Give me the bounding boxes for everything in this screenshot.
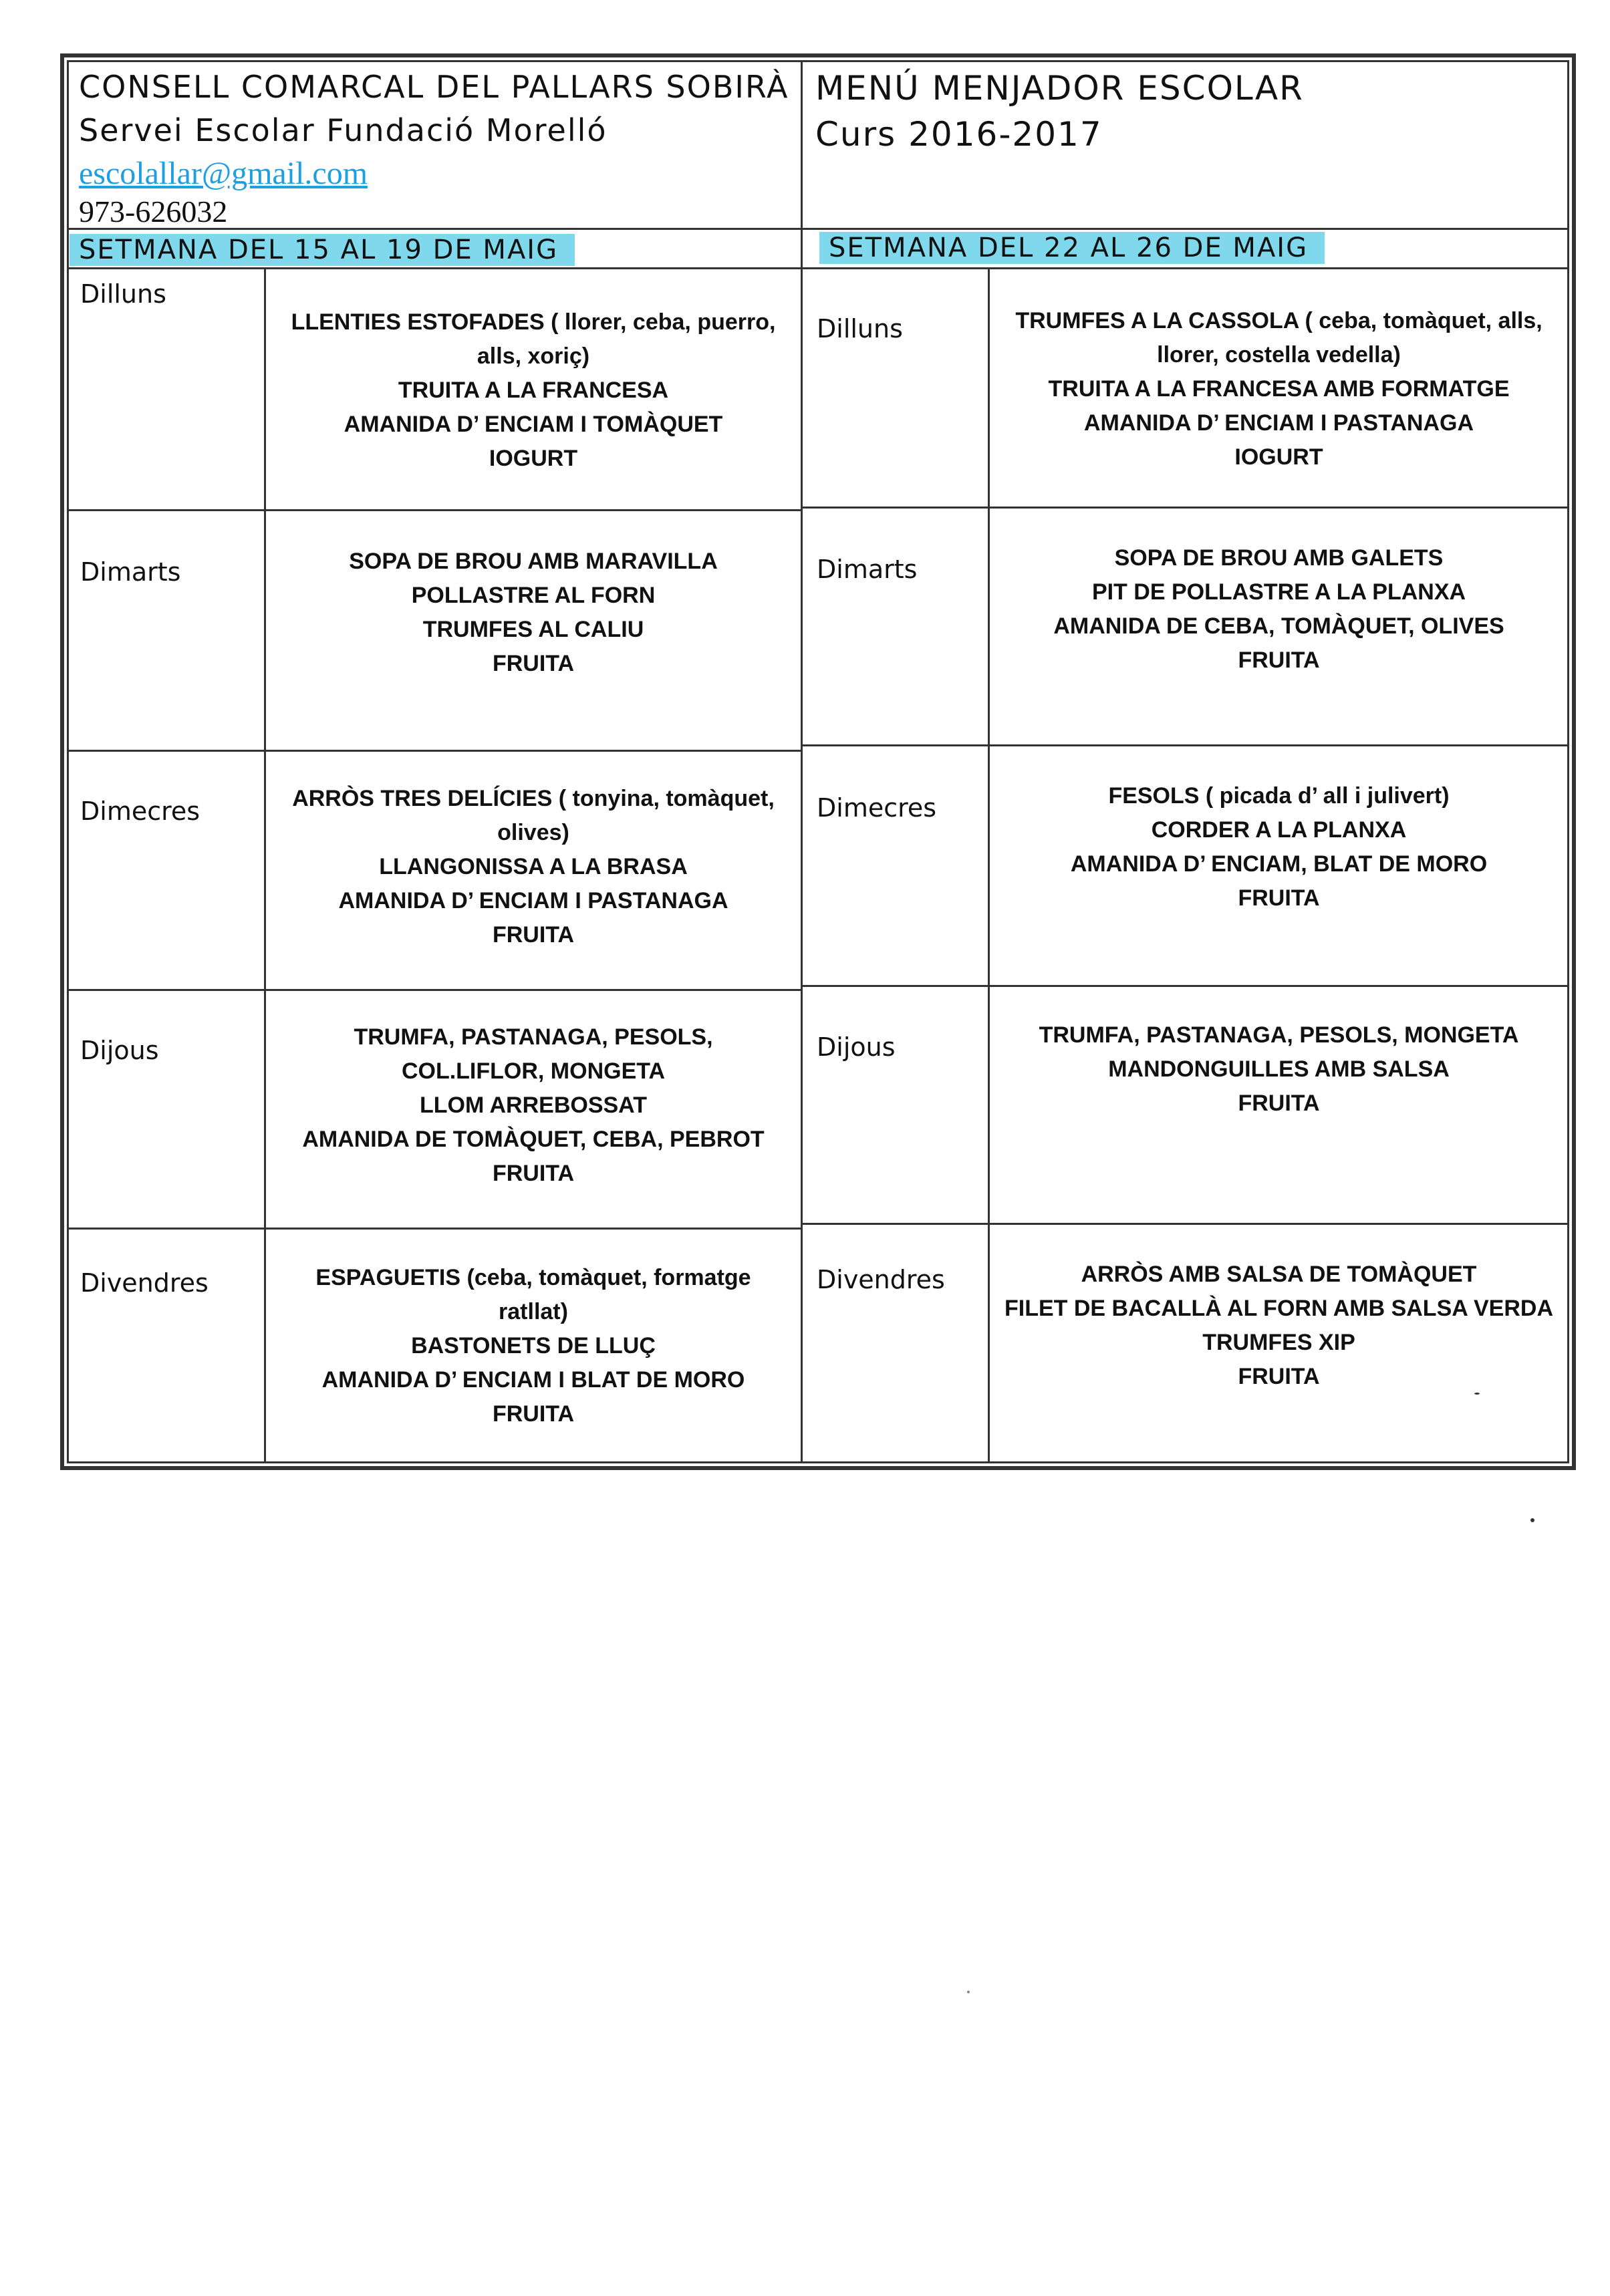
- week2-menu-dimarts: [990, 541, 1568, 678]
- menu-line: FILET DE BACALLÀ AL FORN AMB SALSA VERDA: [1004, 1296, 1553, 1321]
- menu-line: AMANIDA DE CEBA, TOMÀQUET, OLIVES: [1053, 613, 1504, 639]
- week1-label: SETMANA DEL 15 AL 19 DE MAIG: [70, 234, 575, 266]
- menu-line: LLOM ARREBOSSAT: [420, 1093, 647, 1118]
- menu-line: FRUITA: [1238, 1091, 1320, 1116]
- week1-day-label: Dilluns: [80, 279, 166, 309]
- menu-line: olives): [497, 820, 569, 845]
- menu-line: TRUMFES XIP: [1202, 1330, 1355, 1355]
- scan-speck: [1474, 1393, 1480, 1395]
- header-divider: [68, 228, 1568, 230]
- menu-line: FRUITA: [1238, 1364, 1320, 1389]
- email-link[interactable]: escolallar@gmail.com: [79, 156, 368, 191]
- menu-line: FRUITA: [492, 922, 575, 948]
- menu-line: ARRÒS TRES DELÍCIES ( tonyina, tomàquet,: [292, 786, 775, 811]
- row-divider: [802, 985, 1568, 987]
- row-divider: [68, 750, 802, 752]
- week2-menu-dimecres: [990, 779, 1568, 915]
- menu-line: IOGURT: [489, 446, 578, 471]
- menu-line: POLLASTRE AL FORN: [411, 583, 656, 608]
- menu-line: FESOLS ( picada d’ all i julivert): [1108, 783, 1450, 809]
- menu-line: LLENTIES ESTOFADES ( llorer, ceba, puerro,: [291, 309, 776, 335]
- org-name: CONSELL COMARCAL DEL PALLARS SOBIRÀ: [79, 69, 789, 105]
- menu-line: PIT DE POLLASTRE A LA PLANXA: [1091, 579, 1466, 605]
- week1-day-label: Divendres: [80, 1268, 209, 1298]
- menu-line: FRUITA: [492, 651, 575, 676]
- row-divider: [68, 989, 802, 991]
- week2-menu-dilluns: [990, 304, 1568, 474]
- week2-day-label: Dilluns: [817, 314, 903, 343]
- week2-day-label: Divendres: [817, 1265, 945, 1294]
- menu-line: FRUITA: [1238, 885, 1320, 911]
- menu-line: COL.LIFLOR, MONGETA: [401, 1058, 666, 1084]
- menu-line: FRUITA: [492, 1161, 575, 1186]
- menu-line: AMANIDA DE TOMÀQUET, CEBA, PEBROT: [302, 1127, 765, 1152]
- menu-line: TRUMFES AL CALIU: [422, 617, 644, 642]
- week2-day-label: Dimarts: [817, 555, 918, 584]
- center-divider: [801, 61, 803, 1462]
- org-service: Servei Escolar Fundació Morelló: [79, 112, 608, 148]
- week2-day-label: Dijous: [817, 1032, 896, 1062]
- menu-line: TRUITA A LA FRANCESA: [398, 378, 669, 403]
- menu-line: AMANIDA D’ ENCIAM, BLAT DE MORO: [1070, 851, 1488, 877]
- menu-line: BASTONETS DE LLUÇ: [411, 1333, 656, 1358]
- menu-line: AMANIDA D’ ENCIAM I BLAT DE MORO: [321, 1367, 745, 1393]
- week2-day-label: Dimecres: [817, 793, 937, 823]
- menu-line: SOPA DE BROU AMB MARAVILLA: [349, 549, 718, 574]
- menu-line: SOPA DE BROU AMB GALETS: [1114, 545, 1444, 571]
- menu-line: CORDER A LA PLANXA: [1151, 817, 1407, 843]
- row-divider: [802, 507, 1568, 509]
- week1-menu-dilluns: [266, 305, 801, 476]
- menu-line: alls, xoriç): [477, 343, 590, 369]
- menu-line: TRUMFES A LA CASSOLA ( ceba, tomàquet, alls,: [1015, 308, 1542, 333]
- menu-title: MENÚ MENJADOR ESCOLAR: [815, 69, 1304, 108]
- week2-label: SETMANA DEL 22 AL 26 DE MAIG: [819, 232, 1325, 264]
- week1-menu-dijous: [266, 1020, 801, 1191]
- menu-line: MANDONGUILLES AMB SALSA: [1108, 1056, 1450, 1082]
- menu-line: FRUITA: [492, 1401, 575, 1427]
- week-label-divider: [68, 267, 1568, 269]
- week2-menu-dijous: [990, 1018, 1568, 1121]
- menu-line: ARRÒS AMB SALSA DE TOMÀQUET: [1081, 1262, 1477, 1287]
- phone-number: 973-626032: [79, 194, 228, 229]
- menu-line: TRUMFA, PASTANAGA, PESOLS, MONGETA: [1039, 1022, 1519, 1048]
- week1-day-label: Dijous: [80, 1036, 159, 1065]
- inner-border: [67, 60, 1569, 1463]
- week1-menu-dimarts: [266, 545, 801, 681]
- menu-line: LLANGONISSA A LA BRASA: [379, 854, 688, 879]
- menu-line: TRUITA A LA FRANCESA AMB FORMATGE: [1048, 376, 1510, 402]
- week2-menu-divendres: [990, 1258, 1568, 1394]
- week1-menu-divendres: [266, 1261, 801, 1431]
- menu-line: ESPAGUETIS (ceba, tomàquet, formatge: [315, 1265, 751, 1290]
- scan-speck: [1530, 1518, 1534, 1522]
- week1-day-label: Dimarts: [80, 557, 181, 587]
- menu-line: llorer, costella vedella): [1157, 342, 1401, 368]
- menu-line: AMANIDA D’ ENCIAM I TOMÀQUET: [344, 412, 723, 437]
- menu-line: AMANIDA D’ ENCIAM I PASTANAGA: [338, 888, 728, 913]
- week1-menu-dimecres: [266, 782, 801, 952]
- row-divider: [68, 1228, 802, 1230]
- menu-line: IOGURT: [1234, 444, 1323, 470]
- row-divider: [802, 1223, 1568, 1225]
- week1-day-label: Dimecres: [80, 797, 200, 826]
- menu-line: ratllat): [499, 1299, 568, 1324]
- menu-line: TRUMFA, PASTANAGA, PESOLS,: [354, 1024, 713, 1050]
- menu-line: AMANIDA D’ ENCIAM I PASTANAGA: [1083, 410, 1474, 436]
- scan-speck: [967, 1991, 970, 1993]
- row-divider: [68, 509, 802, 511]
- menu-line: FRUITA: [1238, 648, 1320, 673]
- course-year: Curs 2016-2017: [815, 115, 1103, 154]
- row-divider: [802, 744, 1568, 746]
